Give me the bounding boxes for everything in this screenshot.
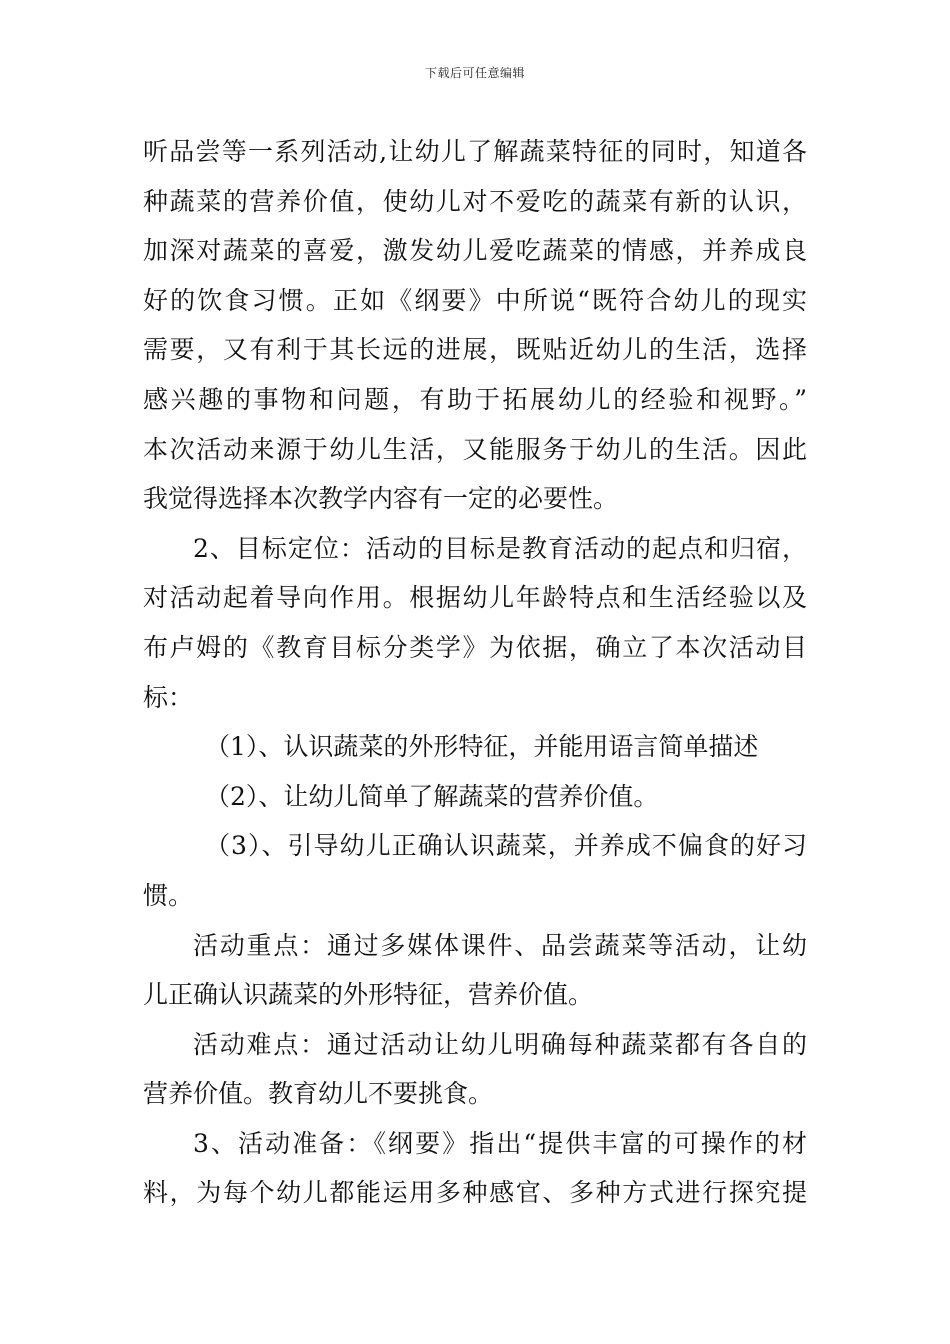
goal-item: （1）、认识蔬菜的外形特征，并能用语言简单描述	[205, 732, 759, 762]
text-line: 儿正确认识蔬菜的外形特征，营养价值。	[143, 980, 594, 1010]
text-line: 本次活动来源于幼儿生活，又能服务于幼儿的生活。因此	[143, 434, 807, 464]
document-body	[143, 127, 807, 1218]
key-point-line: 活动重点：通过多媒体课件、品尝蔬菜等活动，让幼	[193, 930, 807, 960]
difficulty-line: 活动难点：通过活动让幼儿明确每种蔬菜都有各自的	[193, 1029, 807, 1059]
section-heading-line: 3、活动准备：《纲要》指出“提供丰富的可操作的材	[193, 1128, 807, 1158]
text-line: 需要，又有利于其长远的进展，既贴近幼儿的生活，选择	[143, 335, 807, 365]
goal-item: （2）、让幼儿简单了解蔬菜的营养价值。	[205, 781, 659, 811]
page-header-note: 下载后可任意编辑	[424, 66, 525, 80]
goal-item: （3）、引导幼儿正确认识蔬菜，并养成不偏食的好习	[205, 831, 807, 861]
text-line: 感兴趣的事物和问题，有助于拓展幼儿的经验和视野。”	[143, 384, 807, 414]
text-line: 种蔬菜的营养价值，使幼儿对不爱吃的蔬菜有新的认识，	[143, 186, 807, 216]
text-line: 惯。	[143, 880, 194, 910]
text-line: 营养价值。教育幼儿不要挑食。	[143, 1079, 494, 1109]
text-line: 料，为每个幼儿都能运用多种感官、多种方式进行探究提	[143, 1178, 807, 1208]
text-line: 我觉得选择本次教学内容有一定的必要性。	[143, 484, 619, 514]
text-line: 标：	[143, 682, 194, 712]
text-line: 好的饮食习惯。正如《纲要》中所说“既符合幼儿的现实	[143, 285, 807, 315]
text-line: 加深对蔬菜的喜爱，激发幼儿爱吃蔬菜的情感，并养成良	[143, 236, 807, 266]
text-line: 布卢姆的《教育目标分类学》为依据，确立了本次活动目	[143, 632, 807, 662]
section-heading-line: 2、目标定位：活动的目标是教育活动的起点和归宿，	[193, 533, 807, 563]
text-line: 对活动起着导向作用。根据幼儿年龄特点和生活经验以及	[143, 583, 807, 613]
text-line: 听品尝等一系列活动,让幼儿了解蔬菜特征的同时，知道各	[143, 137, 807, 166]
